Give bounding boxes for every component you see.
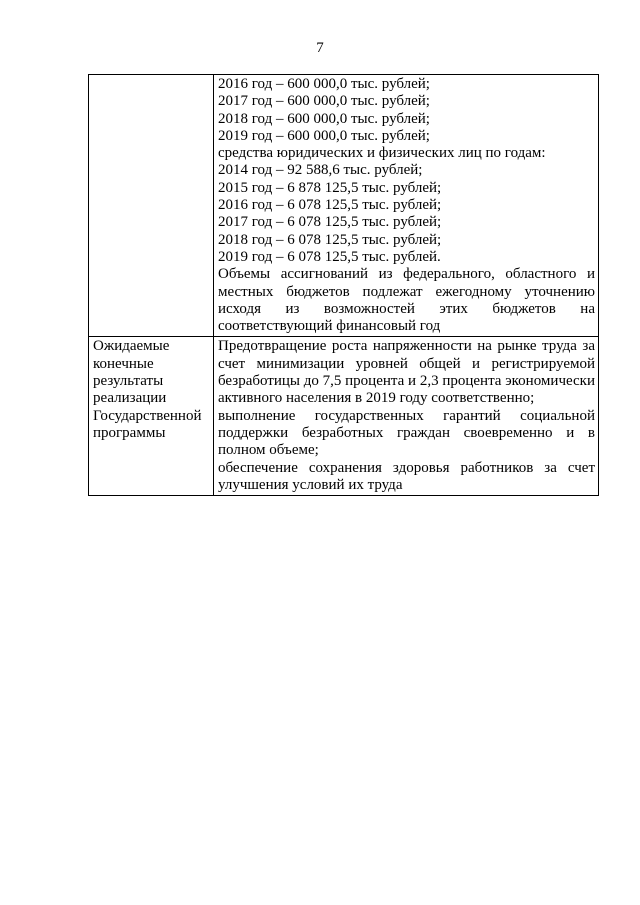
- funding-line: 2015 год – 6 878 125,5 тыс. рублей;: [218, 179, 442, 196]
- row-label-line: Государственной: [93, 407, 202, 424]
- funding-line: 2018 год – 6 078 125,5 тыс. рублей;: [218, 231, 442, 248]
- result-line: обеспечение сохранения здоровья работников за счет: [218, 459, 595, 476]
- funding-line: 2017 год – 600 000,0 тыс. рублей;: [218, 93, 430, 110]
- result-line: Предотвращение роста напряженности на рынке труда за: [218, 338, 595, 355]
- expected-results-label-cell: [89, 337, 214, 496]
- funding-note-line: соответствующий финансовый год: [218, 318, 441, 335]
- funding-note-line: Объемы ассигнований из федерального, областного и: [218, 266, 595, 283]
- funding-note-line: исходя из возможностей этих бюджетов на: [218, 300, 595, 317]
- result-line: полном объеме;: [218, 442, 319, 459]
- table-row: [89, 75, 599, 337]
- row-label-line: конечные: [93, 355, 154, 372]
- result-line: безработицы до 7,5 процента и 2,3 процента экономически: [218, 373, 595, 390]
- result-line: выполнение государственных гарантий социальной: [218, 407, 595, 424]
- funding-note-line: местных бюджетов подлежат ежегодному уточнению: [218, 283, 595, 300]
- expected-results-cell: [214, 337, 599, 496]
- funding-line: 2019 год – 600 000,0 тыс. рублей;: [218, 127, 430, 144]
- row-label-line: программы: [93, 424, 166, 441]
- funding-line: 2017 год – 6 078 125,5 тыс. рублей;: [218, 214, 442, 231]
- result-line: улучшения условий их труда: [218, 476, 403, 493]
- row-label-line: реализации: [93, 390, 167, 407]
- row-label-line: результаты: [93, 373, 164, 390]
- result-line: активного населения в 2019 году соответственно;: [218, 390, 535, 407]
- row-label-line: Ожидаемые: [93, 338, 170, 355]
- funding-line: 2016 год – 6 078 125,5 тыс. рублей;: [218, 197, 442, 214]
- table-row: [89, 337, 599, 496]
- program-passport-table: [88, 74, 599, 496]
- funding-line: 2016 год – 600 000,0 тыс. рублей;: [218, 76, 430, 92]
- funding-line: 2014 год – 92 588,6 тыс. рублей;: [218, 162, 423, 179]
- page-number: 7: [316, 40, 324, 56]
- row-label-cell: [89, 75, 214, 337]
- funding-line: 2018 год – 600 000,0 тыс. рублей;: [218, 110, 430, 127]
- funding-line: 2019 год – 6 078 125,5 тыс. рублей.: [218, 248, 441, 265]
- result-line: счет минимизации уровней общей и регистрируемой: [218, 355, 595, 372]
- funding-subheading: средства юридических и физических лиц по годам:: [218, 145, 546, 162]
- result-line: поддержки безработных граждан своевременно и в: [218, 424, 595, 441]
- funding-cell: [214, 75, 599, 337]
